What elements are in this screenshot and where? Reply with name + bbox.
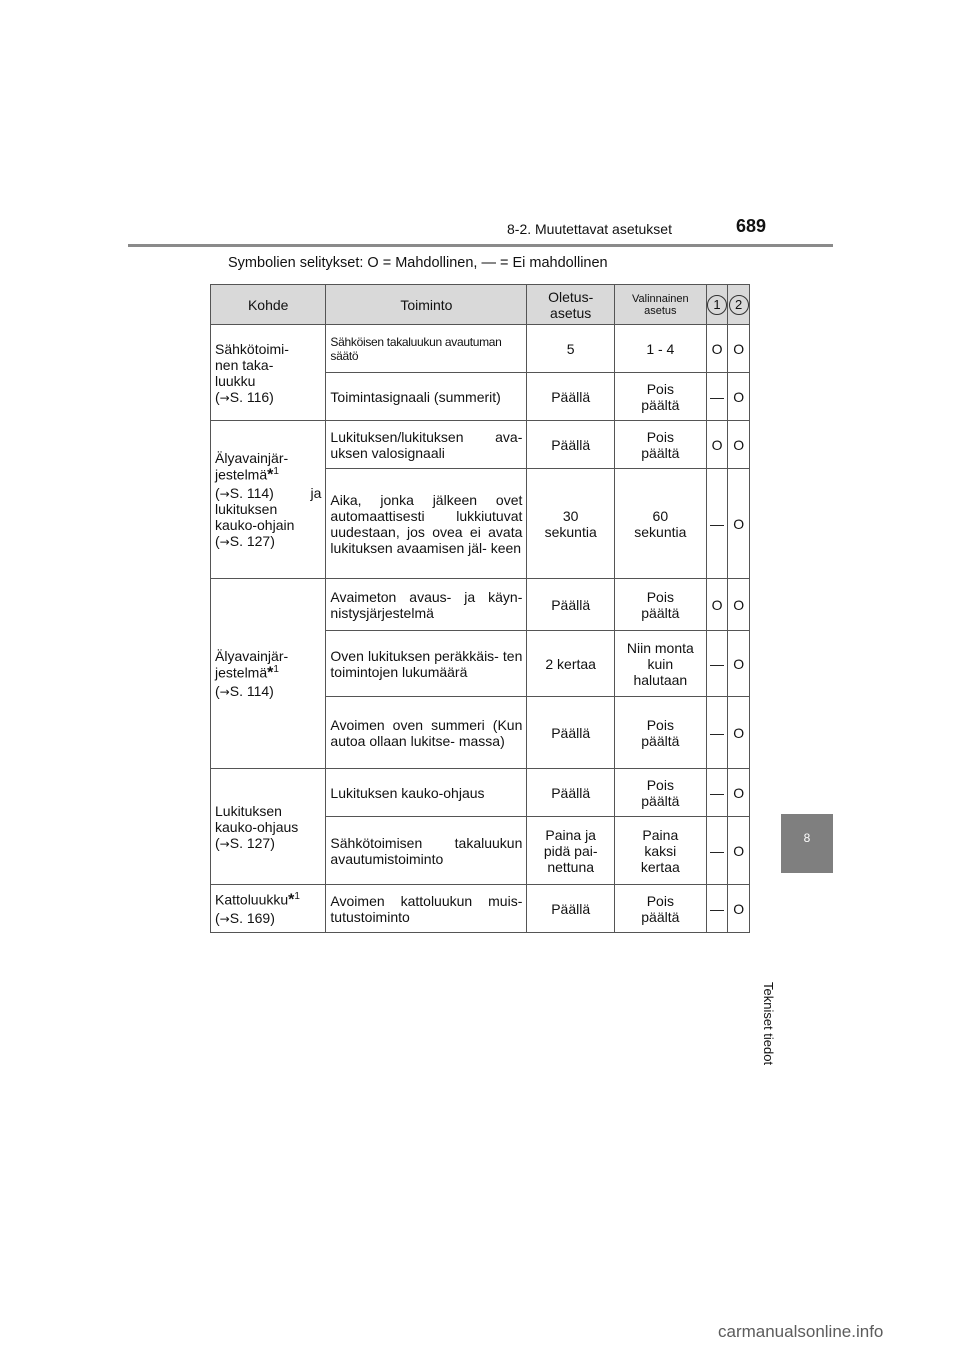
mark2-cell: O [728,697,750,769]
asterisk-note-icon: * [267,466,274,484]
optional-cell: Niin monta kuin halutaan [614,631,706,697]
item-cell: Älyavainjär- jestelmä*$^1$ (→S. 114) [211,579,326,769]
function-cell: Lukituksen kauko-ohjaus [326,769,527,817]
default-cell: Päällä [527,579,615,631]
mark2-cell: O [728,885,750,933]
mark2-cell: O [728,421,750,469]
table-row [211,769,750,817]
mark2-cell: O [728,373,750,421]
mark1-cell: — [706,817,728,885]
optional-cell: Pois päältä [614,373,706,421]
mark2-cell: O [728,469,750,579]
default-cell: Päällä [527,421,615,469]
function-cell: Lukituksen/lukituksen ava- uksen valosignaali [326,421,527,469]
function-cell: Avoimen oven summeri (Kun autoa ollaan lukitse- massa) [326,697,527,769]
default-cell: 30 sekuntia [527,469,615,579]
table-header-row [211,285,750,325]
asterisk-note-icon: * [288,891,295,909]
mark1-cell: O [706,421,728,469]
optional-cell: Pois päältä [614,421,706,469]
page-number: 689 [736,216,767,236]
circled-1-icon: 1 [707,295,727,315]
symbol-legend: Symbolien selitykset: O = Mahdollinen, — = Ei mahdollinen [228,255,608,271]
function-cell: Sähkötoimisen takaluukun avautumistoiminto [326,817,527,885]
optional-cell: 1 - 4 [614,325,706,373]
arrow-right-icon: → [219,684,230,699]
watermark: carmanualsonline.info [718,1322,884,1341]
item-cell: Älyavainjär- jestelmä*$^1$ (→S. 114) ja lukituksen kauko-ohjain (→S. 127) [211,421,326,579]
chapter-number: 8 [803,831,811,845]
table-row [211,885,750,933]
default-cell: Päällä [527,697,615,769]
header-rule [128,244,833,247]
function-cell: Avoimen kattoluukun muis- tutustoiminto [326,885,527,933]
default-cell: Päällä [527,373,615,421]
item-cell: Sähkötoimi- nen taka- luukku (→S. 116) [211,325,326,421]
optional-cell: Pois päältä [614,885,706,933]
function-cell: Toimintasignaali (summerit) [326,373,527,421]
section-title: 8-2. Muutettavat asetukset [507,221,672,237]
function-cell: Oven lukituksen peräkkäis- ten toimintojen lukumäärä [326,631,527,697]
mark2-cell: O [728,817,750,885]
mark2-cell: O [728,769,750,817]
header-mark-2 [728,285,750,325]
asterisk-note-icon: * [267,664,274,682]
table-row [211,579,750,631]
table-row [211,325,750,373]
table-row [211,421,750,469]
mark2-cell: O [728,579,750,631]
mark1-cell: — [706,769,728,817]
default-cell: 2 kertaa [527,631,615,697]
chapter-tab [781,814,833,873]
default-cell: Päällä [527,885,615,933]
header-optional: Valinnainen asetus [614,285,706,325]
default-cell: Päällä [527,769,615,817]
mark1-cell: — [706,373,728,421]
mark2-cell: O [728,631,750,697]
optional-cell: Pois päältä [614,769,706,817]
optional-cell: Pois päältä [614,579,706,631]
arrow-right-icon: → [219,486,230,501]
default-cell: 5 [527,325,615,373]
circled-2-icon: 2 [729,295,749,315]
mark1-cell: O [706,325,728,373]
header-mark-1 [706,285,728,325]
arrow-right-icon: → [219,390,230,405]
function-cell: Sähköisen takaluukun avautuman säätö [326,325,527,373]
mark1-cell: — [706,885,728,933]
default-cell: Paina ja pidä pai- nettuna [527,817,615,885]
mark1-cell: O [706,579,728,631]
item-cell: Lukituksen kauko-ohjaus (→S. 127) [211,769,326,885]
function-cell: Avaimeton avaus- ja käyn- nistysjärjestelmä [326,579,527,631]
header-item: Kohde [211,285,326,325]
mark1-cell: — [706,631,728,697]
arrow-right-icon: → [219,534,230,549]
settings-table [210,284,750,933]
mark1-cell: — [706,469,728,579]
optional-cell: Paina kaksi kertaa [614,817,706,885]
mark2-cell: O [728,325,750,373]
optional-cell: 60 sekuntia [614,469,706,579]
chapter-label: Tekniset tiedot [761,982,776,1066]
optional-cell: Pois päältä [614,697,706,769]
header-default: Oletus- asetus [527,285,615,325]
function-cell: Aika, jonka jälkeen ovet automaattisesti lukkiutuvat uudestaan, jos ovea ei avata lukituksen avaamisen jäl- keen [326,469,527,579]
mark1-cell: — [706,697,728,769]
arrow-right-icon: → [219,911,230,926]
header-function: Toiminto [326,285,527,325]
arrow-right-icon: → [219,836,230,851]
item-cell: Kattoluukku*$^1$ (→S. 169) [211,885,326,933]
